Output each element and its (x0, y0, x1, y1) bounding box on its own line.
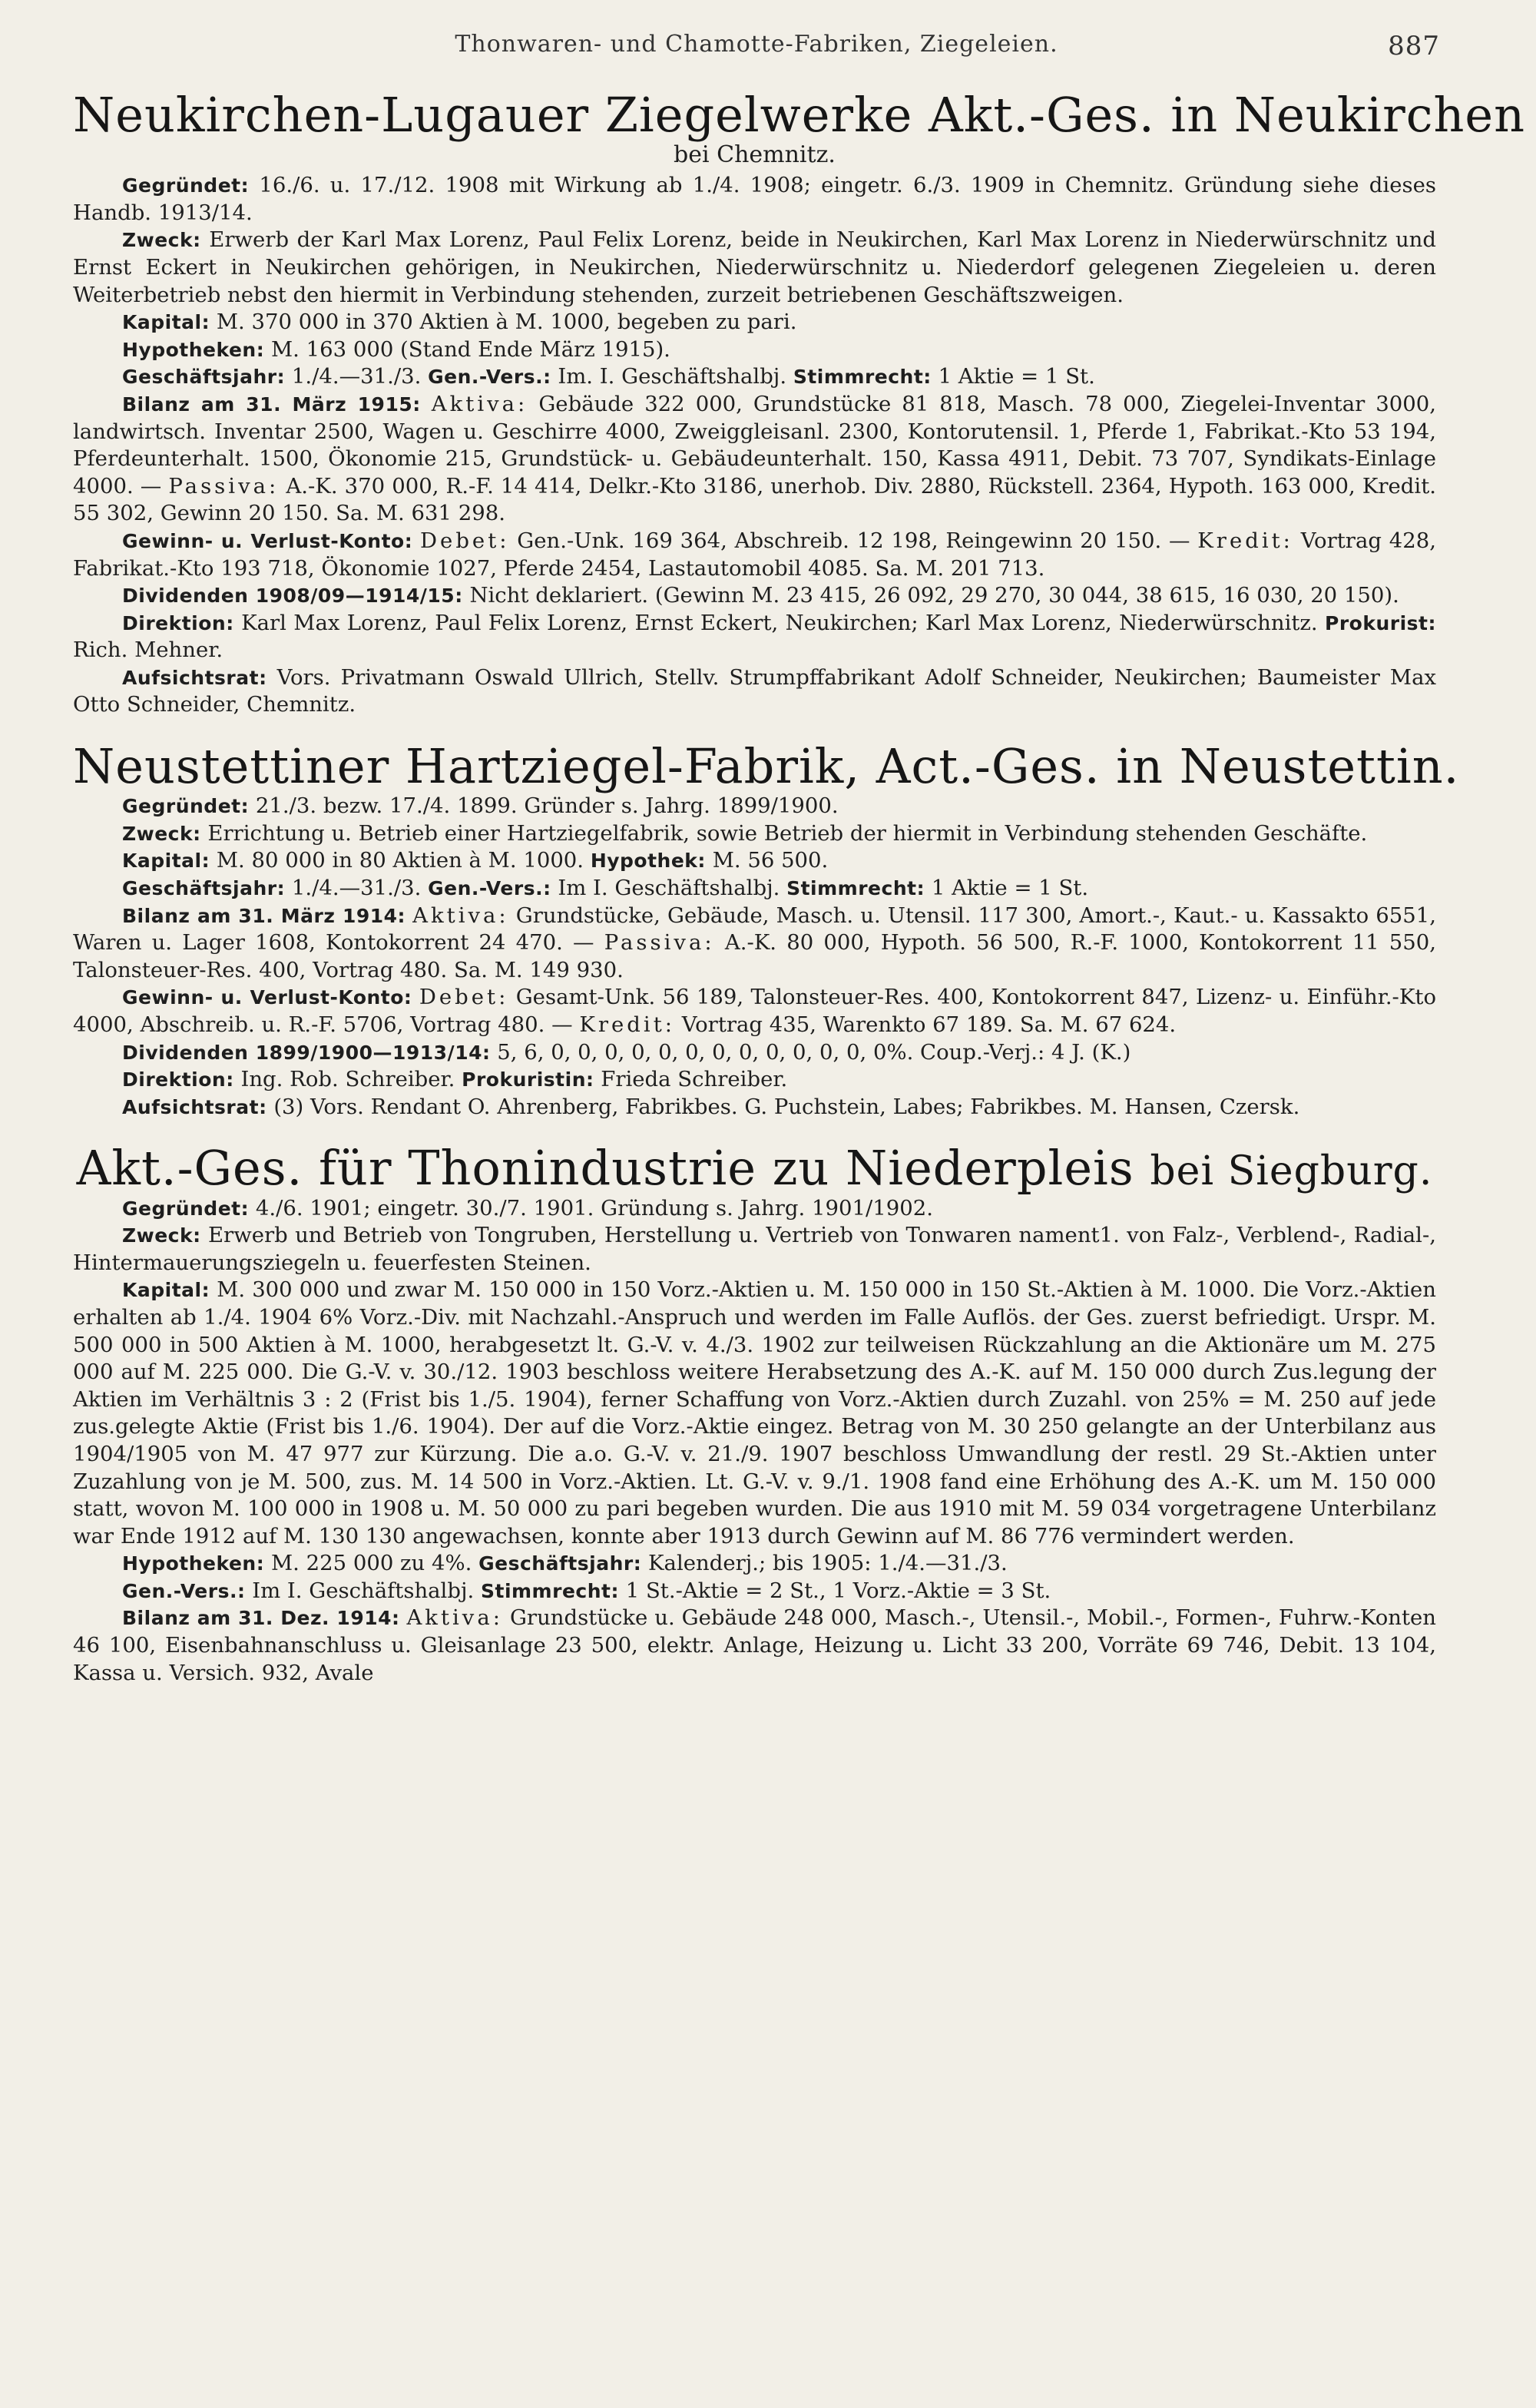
label: Stimmrecht: (793, 366, 932, 389)
label: Kapital: (122, 1279, 210, 1302)
label: Aufsichtsrat: (122, 1095, 267, 1118)
page-body (73, 84, 1526, 1687)
c1-gegruendet (73, 172, 1436, 227)
c2-dividenden (73, 1039, 1436, 1067)
c1-geschaeftsjahr (73, 363, 1436, 391)
c3-zweck (73, 1222, 1436, 1277)
label: Zweck: (122, 1224, 201, 1247)
company-1-subtitle: bei Chemnitz. (674, 141, 836, 169)
company-3-title (73, 1140, 1436, 1197)
value: M. 370 000 in 370 Aktien à M. 1000, begeben zu pari. (216, 310, 797, 335)
label: Prokuristin: (462, 1068, 594, 1091)
value: A.-K. 370 000, R.-F. 14 414, Delkr.-Kto 3186, unerhob. Div. 2880, Rückstell. 2364, Hypoth. 163 000, Kredit. 55 302, Gewinn 20 150. Sa. M. 631 298. (73, 473, 1436, 526)
label: Geschäftsjahr: (122, 877, 286, 900)
label: Prokurist: (1325, 611, 1436, 634)
section-gap (73, 1121, 1436, 1138)
label: Gewinn- u. Verlust-Konto: (122, 529, 413, 552)
c2-aufsichtsrat (73, 1094, 1436, 1121)
value: Kalenderj.; bis 1905: 1./4.—31./3. (648, 1551, 1008, 1576)
running-title: Thonwaren- und Chamotte-Fabriken, Ziegeleien. (455, 31, 1058, 58)
value: Erwerb der Karl Max Lorenz, Paul Felix Lorenz, beide in Neukirchen, Karl Max Lorenz in Niederwürschnitz und Ernst Eckert in Neukirchen gehörigen, in Neukirchen, Niederwürschnitz u. Niederdorf gelegenen Ziegeleien u. deren Weiterbetrieb nebst den hiermit in Verbindung stehenden, zurzeit betriebenen Geschäftszweigen. (73, 227, 1436, 307)
c1-kapital (73, 309, 1436, 336)
label: Debet: (419, 985, 509, 1010)
label: Hypotheken: (122, 338, 265, 361)
c3-gen-vers (73, 1578, 1436, 1605)
value: M. 300 000 und zwar M. 150 000 in 150 Vorz.-Aktien u. M. 150 000 in 150 St.-Aktien à M. 1000. Die Vorz.-Aktien erhalten ab 1./4. 1904 6% Vorz.-Div. mit Nachzahl.-Anspruch und werden im Falle Auflös. der Ges. zuerst befriedigt. Urspr. M. 500 000 in 500 Aktien à M. 1000, herabgesetzt lt. G.-V. v. 4./3. 1902 zur teilweisen Rückzahlung an die Aktionäre um M. 275 000 auf M. 225 000. Die G.-V. v. 30./12. 1903 beschloss weitere Herabsetzung des A.-K. auf M. 150 000 durch Zus.legung der Aktien im Verhältnis 3 : 2 (Frist bis 1./5. 1904), ferner Schaffung von Vorz.-Aktien durch Zuzahl. von 25% = M. 250 auf jede zus.gelegte Aktie (Frist bis 1./6. 1904). Der auf die Vorz.-Aktie eingez. Betrag von M. 30 250 gelangte an der Unterbilanz aus 1904/1905 von M. 47 977 zur Kürzung. Die a.o. G.-V. v. 21./9. 1907 beschloss Umwandlung der restl. 29 St.-Aktien unter Zuzahlung von je M. 500, zus. M. 14 500 in Vorz.-Aktien. Lt. G.-V. v. 9./1. 1908 fand eine Erhöhung des A.-K. um M. 150 000 statt, wovon M. 100 000 in 1908 u. M. 50 000 zu pari begeben wurden. Die aus 1910 mit M. 59 034 vorgetragene Unterbilanz war Ende 1912 auf M. 130 130 angewachsen, konnte aber 1913 durch Gewinn auf M. 86 776 vermindert werden. (73, 1277, 1436, 1548)
label: Dividenden 1908/09—1914/15: (122, 585, 463, 608)
value: M. 56 500. (712, 848, 829, 873)
value: 1 Aktie = 1 St. (931, 876, 1089, 901)
c1-gewinn-verlust (73, 528, 1436, 582)
running-header (73, 31, 1440, 65)
value: Gesamt-Unk. 56 189, Talonsteuer-Res. 400, Kontokorrent 847, Lizenz- u. Einführ.-Kto 4000, Abschreib. u. R.-F. 5706, Vortrag 480. — (73, 985, 1436, 1037)
value: 4./6. 1901; eingetr. 30./7. 1901. Gründung s. Jahrg. 1901/1902. (255, 1195, 933, 1221)
value: A.-K. 80 000, Hypoth. 56 500, R.-F. 1000, Kontokorrent 11 550, Talonsteuer-Res. 400, Vortrag 480. Sa. M. 149 930. (73, 930, 1437, 982)
label: Stimmrecht: (786, 877, 925, 900)
value: Frieda Schreiber. (601, 1067, 788, 1092)
c1-zweck (73, 227, 1436, 309)
company-2-title: Neustettiner Hartziegel-Fabrik, Act.-Ges. in Neustettin. (73, 738, 1460, 795)
c1-bilanz (73, 391, 1436, 528)
label: Gegründet: (122, 795, 250, 818)
value: Nicht deklariert. (Gewinn M. 23 415, 26 092, 29 270, 30 044, 38 615, 16 030, 20 150). (469, 583, 1399, 608)
value: 16./6. u. 17./12. 1908 mit Wirkung ab 1./4. 1908; eingetr. 6./3. 1909 in Chemnitz. Gründung siehe dieses Handb. 1913/14. (73, 173, 1436, 225)
value: 1./4.—31./3. (291, 364, 422, 389)
label: Gegründet: (122, 1197, 250, 1220)
value: Im. I. Geschäftshalbj. (558, 364, 787, 389)
value: M. 225 000 zu 4%. (270, 1551, 472, 1576)
label: Zweck: (122, 229, 201, 252)
label: Gewinn- u. Verlust-Konto: (122, 986, 412, 1009)
label: Aktiva: (406, 1605, 504, 1631)
value: Im I. Geschäftshalbj. (558, 876, 780, 901)
value: Vortrag 428, Fabrikat.-Kto 193 718, Ökonomie 1027, Pferde 2454, Lastautomobil 4085. Sa. M. 201 713. (73, 528, 1436, 581)
value: M. 80 000 in 80 Aktien à M. 1000. (216, 848, 584, 873)
c3-gegruendet (73, 1195, 1436, 1223)
company-3-title-main: Akt.-Ges. für Thonindustrie zu Niederpleis (76, 1140, 1134, 1197)
value: Gebäude 322 000, Grundstücke 81 818, Masch. 78 000, Ziegelei-Inventar 3000, landwirtsch. Inventar 2500, Wagen u. Geschirre 4000, Zweiggleisanl. 2300, Kontorutensil. 1, Pferde 1, Fabrikat.-Kto 53 194, Pferdeunterhalt. 1500, Ökonomie 215, Grundstück- u. Gebäudeunterhalt. 150, Kassa 4911, Debit. 73 707, Syndikats-Einlage 4000. — (73, 391, 1436, 498)
c2-gegruendet (73, 793, 1436, 820)
c1-direktion (73, 610, 1436, 664)
label: Kapital: (122, 311, 210, 334)
c2-gewinn-verlust (73, 984, 1436, 1038)
label: Geschäftsjahr: (478, 1552, 642, 1575)
label: Zweck: (122, 822, 201, 845)
value: 5, 6, 0, 0, 0, 0, 0, 0, 0, 0, 0, 0, 0, 0, 0%. Coup.-Verj.: 4 J. (K.) (497, 1039, 1131, 1065)
value: Erwerb und Betrieb von Tongruben, Herstellung u. Vertrieb von Tonwaren nament1. von Falz-, Verblend-, Radial-, Hintermauerungsziegeln u. feuerfesten Steinen. (73, 1223, 1437, 1275)
label: Geschäftsjahr: (122, 366, 286, 389)
company-1-title: Neukirchen-Lugauer Ziegelwerke Akt.-Ges. in Neukirchen (73, 87, 1526, 143)
c2-bilanz (73, 903, 1436, 985)
label: Stimmrecht: (480, 1579, 619, 1602)
value: 21./3. bezw. 17./4. 1899. Gründer s. Jahrg. 1899/1900. (255, 793, 839, 819)
label: Bilanz am 31. März 1914: (122, 904, 406, 927)
label: Aufsichtsrat: (122, 666, 267, 689)
value: Im I. Geschäftshalbj. (252, 1578, 475, 1603)
value: Grundstücke u. Gebäude 248 000, Masch.-, Utensil.-, Mobil.-, Formen-, Fuhrw.-Konten 46 100, Eisenbahnanschluss u. Gleisanlage 23 500, elektr. Anlage, Heizung u. Licht 33 200, Vorräte 69 746, Debit. 13 104, Kassa u. Versich. 932, Avale (73, 1605, 1436, 1685)
value: Rich. Mehner. (73, 638, 223, 663)
label: Bilanz am 31. Dez. 1914: (122, 1607, 400, 1630)
label: Hypothek: (590, 850, 706, 873)
value: 1 St.-Aktie = 2 St., 1 Vorz.-Aktie = 3 St. (625, 1578, 1051, 1603)
value: (3) Vors. Rendant O. Ahrenberg, Fabrikbes. G. Puchstein, Labes; Fabrikbes. M. Hansen, Czersk. (273, 1094, 1300, 1119)
section-gap (73, 719, 1436, 736)
page-number: 887 (1388, 31, 1440, 61)
c3-hypotheken (73, 1550, 1436, 1578)
company-3-title-suffix: bei Siegburg. (1150, 1148, 1433, 1195)
value: Gen.-Unk. 169 364, Abschreib. 12 198, Reingewinn 20 150. — (517, 528, 1190, 553)
label: Direktion: (122, 611, 234, 634)
label: Gegründet: (122, 174, 250, 197)
c3-bilanz (73, 1605, 1436, 1687)
value: Vors. Privatmann Oswald Ullrich, Stellv. Strumpffabrikant Adolf Schneider, Neukirchen; Baumeister Max Otto Schneider, Chemnitz. (73, 664, 1436, 717)
label: Gen.-Vers.: (428, 366, 551, 389)
value: 1 Aktie = 1 St. (938, 364, 1095, 389)
label: Kredit: (579, 1012, 676, 1037)
label: Dividenden 1899/1900—1913/14: (122, 1041, 491, 1064)
value: Vortrag 435, Warenkto 67 189. Sa. M. 67 624. (681, 1012, 1177, 1037)
label: Passiva: (604, 930, 715, 956)
label: Hypotheken: (122, 1552, 265, 1575)
c1-hypotheken (73, 336, 1436, 364)
value: Karl Max Lorenz, Paul Felix Lorenz, Ernst Eckert, Neukirchen; Karl Max Lorenz, Niederwürschnitz. (241, 610, 1318, 635)
value: Errichtung u. Betrieb einer Hartziegelfabrik, sowie Betrieb der hiermit in Verbindung stehenden Geschäfte. (207, 820, 1368, 846)
label: Kredit: (1197, 528, 1293, 553)
c2-kapital (73, 847, 1436, 875)
value: Ing. Rob. Schreiber. (240, 1067, 455, 1092)
label: Passiva: (168, 473, 280, 498)
label: Bilanz am 31. März 1915: (122, 393, 421, 416)
label: Aktiva: (412, 903, 509, 928)
c2-geschaeftsjahr (73, 875, 1436, 903)
c3-kapital (73, 1277, 1436, 1550)
value: Grundstücke, Gebäude, Masch. u. Utensil. 117 300, Amort.-, Kaut.- u. Kassakto 6551, Waren u. Lager 1608, Kontokorrent 24 470. — (73, 903, 1436, 956)
label: Debet: (420, 528, 510, 553)
value: 1./4.—31./3. (291, 876, 422, 901)
label: Gen.-Vers.: (122, 1579, 246, 1602)
c1-dividenden (73, 582, 1436, 610)
label: Gen.-Vers.: (428, 877, 551, 900)
c2-direktion (73, 1066, 1436, 1094)
label: Direktion: (122, 1068, 234, 1091)
label: Kapital: (122, 850, 210, 873)
c2-zweck (73, 820, 1436, 848)
c1-aufsichtsrat (73, 664, 1436, 719)
value: M. 163 000 (Stand Ende März 1915). (270, 336, 670, 362)
label: Aktiva: (431, 391, 528, 416)
